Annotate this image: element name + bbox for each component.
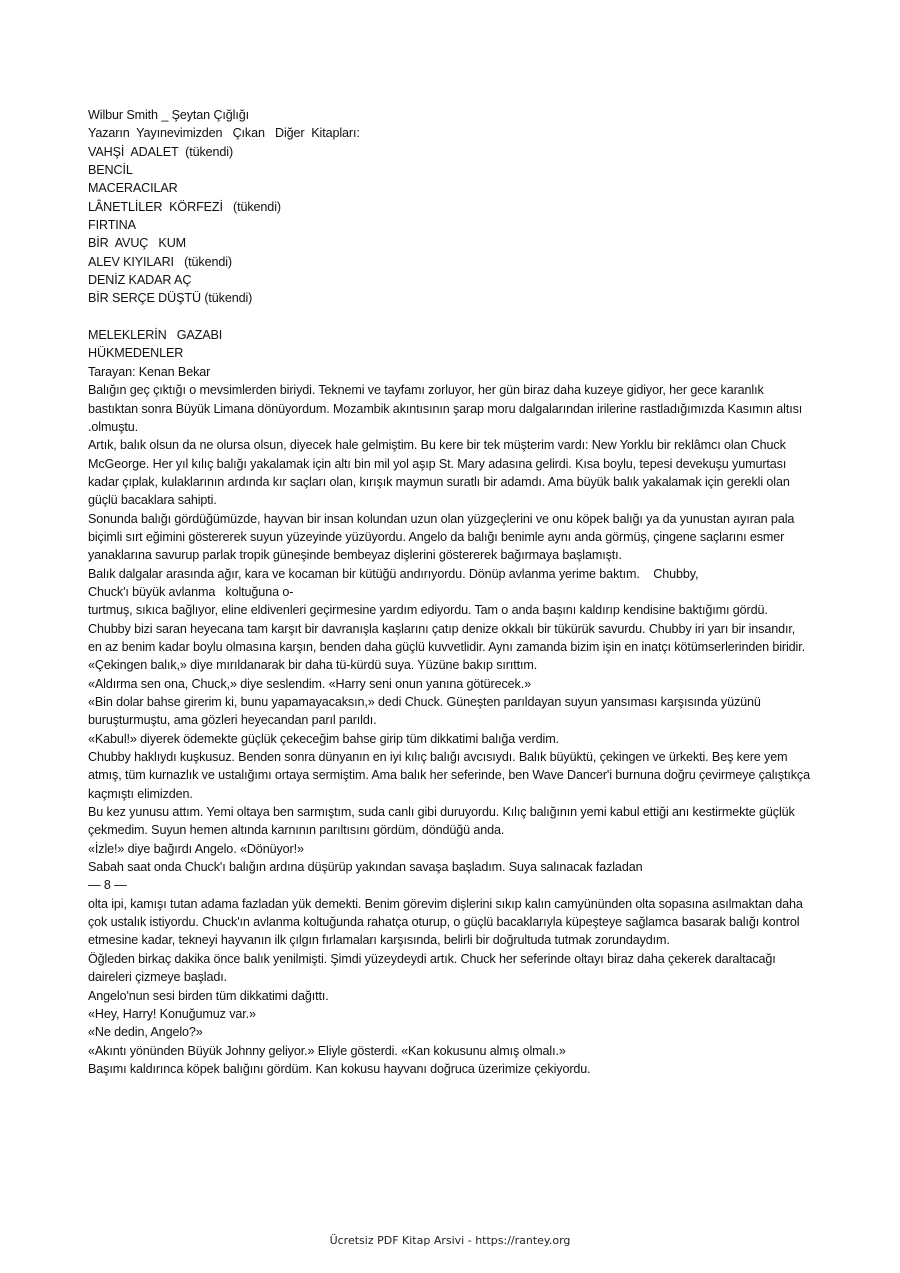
book-list-item: DENİZ KADAR AÇ (88, 273, 192, 288)
paragraph: olta ipi, kamışı tutan adama fazladan yük demekti. Benim görevim dişlerini sıkıp kalın camyününden olta sopasına asılmaktan daha çok ustalık istiyordu. Chuck'ın avlanma koltuğunda rahatça oturup, o güçlü bacaklarıyla küpeşteye sağlamca basarak balığı kontrol etmesine kadar, tekneyi hayvanın ilk çılgın fırlamaları karşısında, belirli bir doğrultuda tutmak zorundaydım. (88, 896, 803, 948)
front-matter (88, 106, 812, 308)
paragraph: «Aldırma sen ona, Chuck,» diye seslendim. «Harry seni onun yanına götürecek.» (88, 676, 531, 691)
book-list-item: LÂNETLİLER KÖRFEZİ (tükendi) (88, 199, 281, 214)
paragraph-line: Balık dalgalar arasında ağır, kara ve kocaman bir kütüğü andırıyordu. Dönüp avlanma yerime baktım. Chubby, (88, 566, 699, 581)
book-list-item: ALEV KIYILARI (tükendi) (88, 254, 232, 269)
paragraph: Başımı kaldırınca köpek balığını gördüm. Kan kokusu hayvanı doğruca üzerimize çekiyordu. (88, 1061, 591, 1076)
paragraph: «İzle!» diye bağırdı Angelo. «Dönüyor!» (88, 841, 304, 856)
book-list-item: VAHŞİ ADALET (tükendi) (88, 144, 234, 159)
book-list-item: MELEKLERİN GAZABI (88, 328, 223, 343)
scanner-credit: Tarayan: Kenan Bekar (88, 364, 211, 379)
paragraph: Chubby haklıydı kuşkusuz. Benden sonra dünyanın en iyi kılıç balığı avcısıydı. Balık büyüktü, çekingen ve ürkekti. Beş kere yem atmış, tüm kurnazlık ve ustalığımı ortaya sermiştim. Ama balık her seferinde, ben Wave Dancer'i burnuna doğru çevirmeye çalıştıkça kaçmıştı elimizden. (88, 750, 810, 801)
page-number: — 8 — (88, 878, 127, 893)
book-list-item: BİR AVUÇ KUM (88, 236, 187, 251)
paragraph: Artık, balık olsun da ne olursa olsun, diyecek hale gelmiştim. Bu kere bir tek müşterim vardı: New Yorklu bir reklâmcı olan Chuck McGeorge. Her yıl kılıç balığı yakalamak için altı bin mil yol aşıp St. Mary adasına gelirdi. Kısa boylu, tepesi devekuşu yumurtası kadar çıplak, kulaklarının ardında kır saçları olan, kırışık maymun suratlı bir adamdı. Ama büyük balık yakalamak için gerekli olan güçlü bacaklara sahipti. (88, 438, 790, 508)
page-body (88, 106, 812, 1078)
book-list-item: HÜKMEDENLER (88, 346, 184, 361)
story-text (88, 381, 812, 1078)
paragraph: Balığın geç çıktığı o mevsimlerden biriydi. Teknemi ve tayfamı zorluyor, her gün biraz daha kuzeye gidiyor, her gece karanlık bastıktan sonra Büyük Limana dönüyordum. Mozambik akıntısının şarap moru dalgalarından irilerine rastladığımızda Kasımın altısı .olmuştu. (88, 383, 803, 434)
paragraph: Angelo'nun sesi birden tüm dikkatimi dağıttı. (88, 988, 329, 1003)
page-footer: Ücretsiz PDF Kitap Arsivi - https://rantey.org (329, 1234, 571, 1247)
book-list-item: BENCİL (88, 163, 133, 178)
paragraph: «Çekingen balık,» diye mırıldanarak bir daha tü-kürdü suya. Yüzüne bakıp sırıttım. (88, 658, 538, 673)
paragraph: «Ne dedin, Angelo?» (88, 1025, 203, 1040)
book-list-item: FIRTINA (88, 218, 136, 233)
paragraph-line: Chuck'ı büyük avlanma koltuğuna o- (88, 584, 294, 599)
paragraph: «Kabul!» diyerek ödemekte güçlük çekeceğim bahse girip tüm dikkatimi balığa verdim. (88, 731, 559, 746)
book-list-item: BİR SERÇE DÜŞTÜ (tükendi) (88, 291, 253, 306)
paragraph: «Hey, Harry! Konuğumuz var.» (88, 1006, 256, 1021)
paragraph: Öğleden birkaç dakika önce balık yenilmişti. Şimdi yüzeydeydi artık. Chuck her seferinde oltayı biraz daha çekerek daraltacağı daireleri çizmeye başladı. (88, 951, 776, 985)
other-books-heading: Yazarın Yayınevimizden Çıkan Diğer Kitapları: (88, 126, 360, 141)
paragraph: Sonunda balığı gördüğümüzde, hayvan bir insan kolundan uzun olan yüzgeçlerini ve onu köpek balığı ya da yunustan ayıran pala biçimli sırt eğimini göstererek suyun yüzeyinde yüzüyordu. Angelo da balığı benimle aynı anda görmüş, çingene saçlarını esmer yanaklarına savurup parlak tropik güneşinde bembeyaz dişlerini göstererek bağırmaya başlamıştı. (88, 511, 795, 563)
book-title-line: Wilbur Smith _ Şeytan Çığlığı (88, 108, 250, 122)
paragraph: Bu kez yunusu attım. Yemi oltaya ben sarmıştım, suda canlı gibi duruyordu. Kılıç balığının yemi kabul ettiği anı kestirmekte güçlük çekmedim. Suyun hemen altında karnının parıltısını gördüm, döndüğü anda. (88, 805, 795, 838)
paragraph: Sabah saat onda Chuck'ı balığın ardına düşürüp yakından savaşa başladım. Suya salınacak fazladan (88, 860, 643, 875)
paragraph: Chubby bizi saran heyecana tam karşıt bir davranışla kaşlarını çatıp denize okkalı bir tükürük savurdu. Chubby iri yarı bir insandır, en az benim kadar boylu olmasına karşın, benden daha güçlü kuvvetlidir. Aynı zamanda bizim işin en inatçı kötümserlerinden biridir. (88, 621, 805, 654)
paragraph: turtmuş, sıkıca bağlıyor, eline eldivenleri geçirmesine yardım ediyordu. Tam o anda başını kaldırıp kendisine baktığımı gördü. (88, 603, 768, 618)
paragraph: «Akıntı yönünden Büyük Johnny geliyor.» Eliyle gösterdi. «Kan kokusunu almış olmalı.» (88, 1043, 566, 1058)
front-matter-2 (88, 326, 812, 381)
paragraph: «Bin dolar bahse girerim ki, bunu yapamayacaksın,» dedi Chuck. Güneşten parıldayan suyun yansıması karşısında yüzünü buruşturmuştu, ama gözleri heyecandan parıl parıldı. (88, 695, 761, 728)
spacer (88, 308, 812, 326)
book-list-item: MACERACILAR (88, 181, 178, 196)
